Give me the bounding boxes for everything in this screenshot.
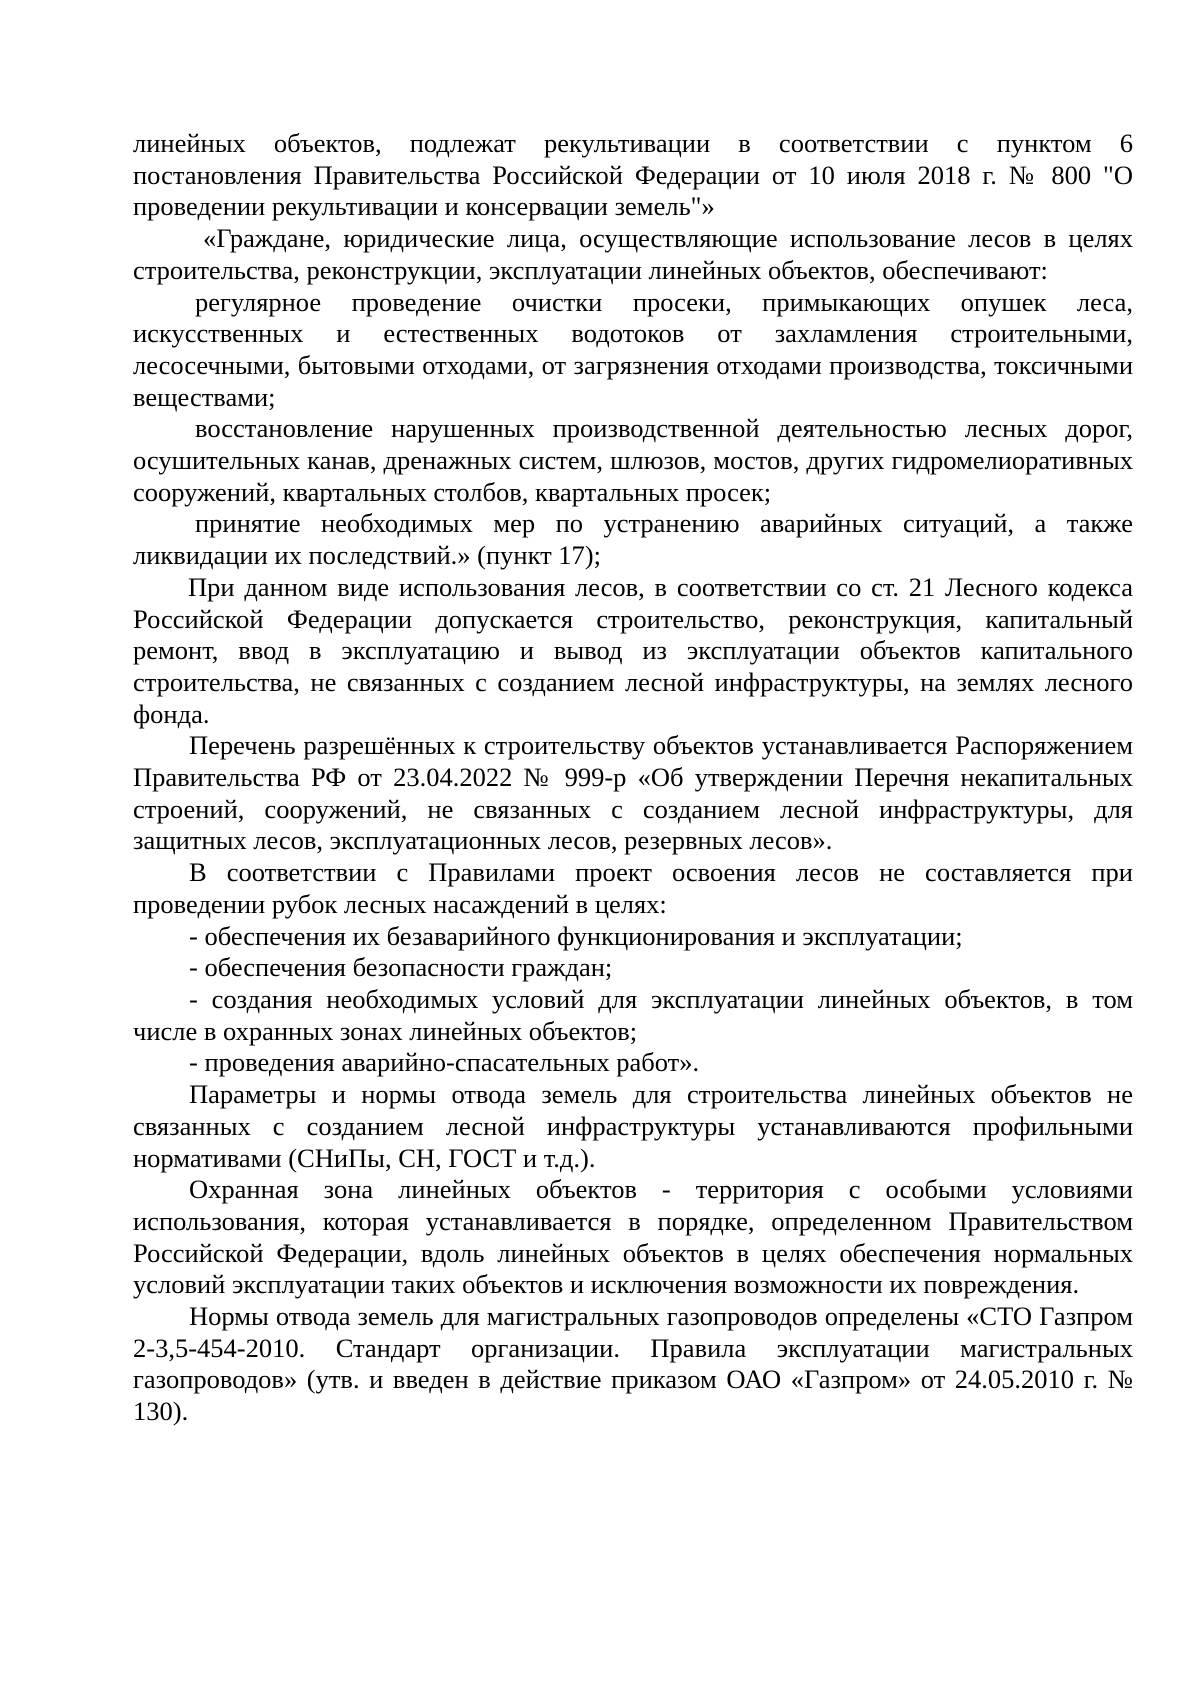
list-item-rescue-operations: - проведения аварийно-спасательных работ». [189,1047,700,1078]
paragraph-emergency-measures: принятие необходимых мер по устранению аварийных ситуаций, а также ликвидации их последствий.» (пункт 17); [133,508,1133,571]
paragraph-forest-code-article-21: При данном виде использования лесов, в соответствии со ст. 21 Лесного кодекса Российской Федерации допускается строительство, реконструкция, капитальный ремонт, ввод в эксплуатацию и вывод из эксплуатации объектов капитального строительства, не связанных с созданием лесной инфраструктуры, на землях лесного фонда. [133,571,1133,729]
paragraph-protection-zone: Охранная зона линейных объектов - территория с особыми условиями использования, которая устанавливается в порядке, определенном Правительством Российской Федерации, вдоль линейных объектов в целях обеспечения нормальных условий эксплуатации таких объектов и исключения возможности их повреждения. [133,1174,1133,1300]
list-item-operating-conditions: - создания необходимых условий для эксплуатации линейных объектов, в том числе в охранных зонах линейных объектов; [133,983,1133,1046]
paragraph-citizens-obligations: «Граждане, юридические лица, осуществляющие использование лесов в целях строительства, реконструкции, эксплуатации линейных объектов, обеспечивают: [133,223,1133,285]
paragraph-development-project-exemption: В соответствии с Правилами проект освоения лесов не составляется при проведении рубок лесных насаждений в целях: [133,857,1133,919]
paragraph-permitted-objects-list: Перечень разрешённых к строительству объектов устанавливается Распоряжением Правительства РФ от 23.04.2022 № 999-р «Об утверждении Перечня некапитальных строений, сооружений, не связанных с созданием лесной инфраструктуры, для защитных лесов, эксплуатационных лесов, резервных лесов». [133,730,1133,856]
paragraph-restoration: восстановление нарушенных производственной деятельностью лесных дорог, осушительных канав, дренажных систем, шлюзов, мостов, других гидромелиоративных сооружений, квартальных столбов, квартальных просек; [133,413,1133,507]
paragraph-land-allocation-parameters: Параметры и нормы отвода земель для строительства линейных объектов не связанных с созданием лесной инфраструктуры устанавливаются профильными нормативами (СНиПы, СН, ГОСТ и т.д.). [133,1079,1133,1173]
paragraph-gazprom-standards: Нормы отвода земель для магистральных газопроводов определены «СТО Газпром 2-3,5-454-2010. Стандарт организации. Правила эксплуатации магистральных газопроводов» (утв. и введен в действие приказом ОАО «Газпром» от 24.05.2010 г. № 130). [133,1301,1133,1427]
paragraph-continuation: линейных объектов, подлежат рекультивации в соответствии с пунктом 6 постановления Правительства Российской Федерации от 10 июля 2018 г. № 800 "О проведении рекультивации и консервации земель"» [133,128,1133,222]
document-page [133,128,1133,1428]
list-item-citizen-safety: - обеспечения безопасности граждан; [189,952,613,983]
paragraph-clearing-cleanup: регулярное проведение очистки просеки, примыкающих опушек леса, искусственных и естественных водотоков от захламления строительными, лесосечными, бытовыми отходами, от загрязнения отходами производства, токсичными веществами; [133,286,1133,412]
list-item-trouble-free-operation: - обеспечения их безаварийного функционирования и эксплуатации; [189,920,963,951]
